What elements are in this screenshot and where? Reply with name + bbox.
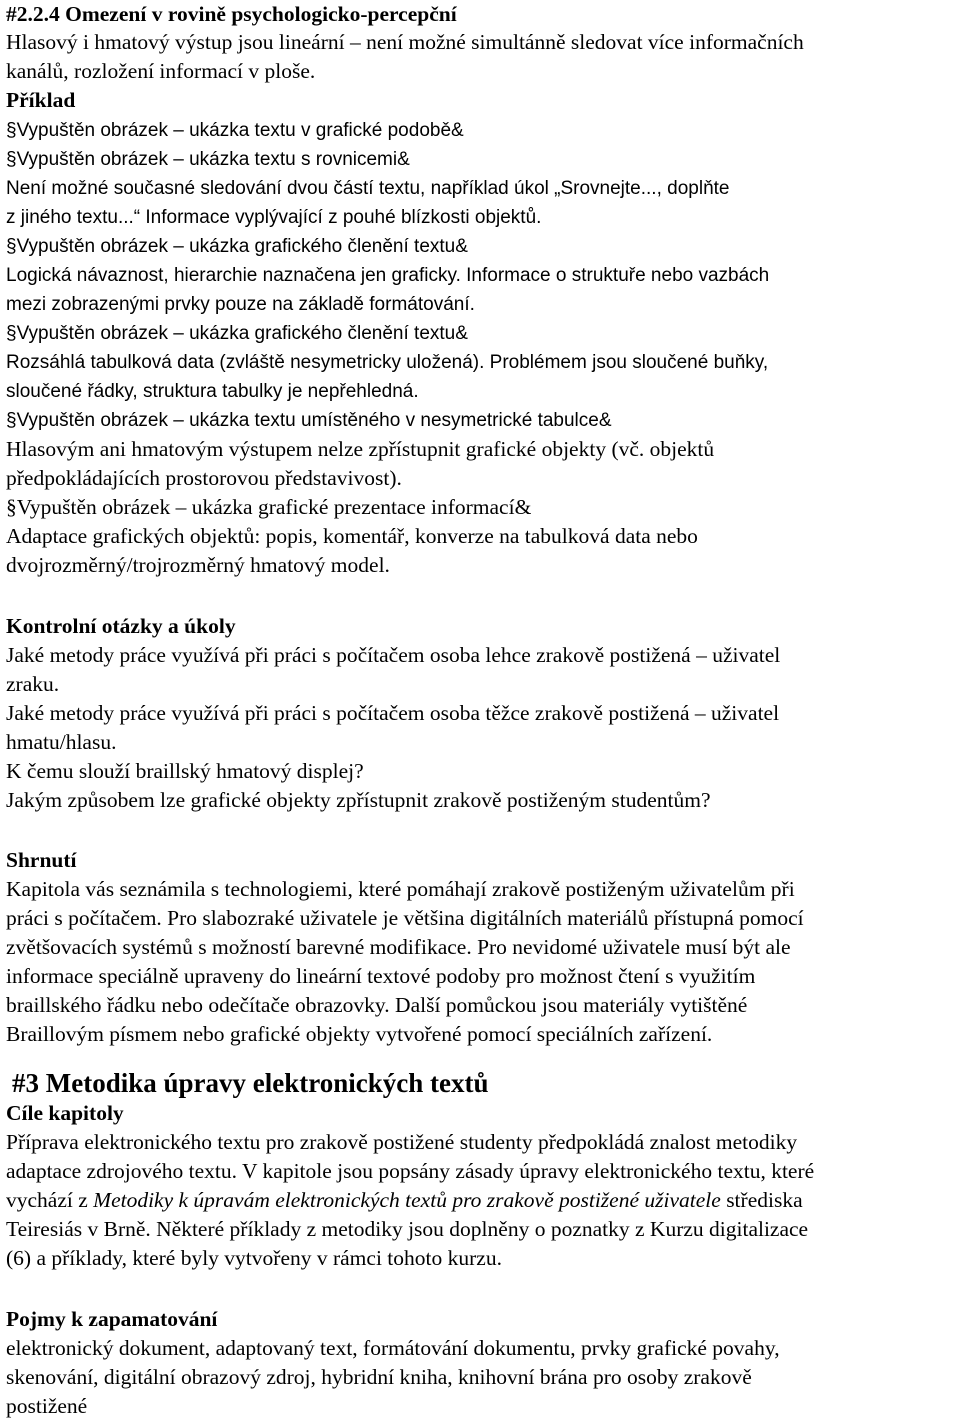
summary-line: Kapitola vás seznámila s technologiemi, které pomáhají zrakově postiženým uživatelům při bbox=[6, 877, 795, 901]
question-line: hmatu/hlasu. bbox=[6, 730, 117, 754]
paragraph-line: dvojrozměrný/trojrozměrný hmatový model. bbox=[6, 553, 390, 577]
chapter-heading: #3 Metodika úpravy elektronických textů bbox=[12, 1068, 489, 1098]
goals-line bbox=[6, 1186, 803, 1215]
paragraph-line: Adaptace grafických objektů: popis, komentář, konverze na tabulková data nebo bbox=[6, 524, 698, 548]
summary-line: zvětšovacích systémů s možností barevné modifikace. Pro nevidomé uživatele musí být ale bbox=[6, 935, 791, 959]
section-heading: #2.2.4 Omezení v rovině psychologicko-percepční bbox=[6, 2, 457, 26]
question-line: K čemu slouží braillský hmatový displej? bbox=[6, 759, 364, 783]
paragraph-line: sloučené řádky, struktura tabulky je nepřehledná. bbox=[6, 381, 419, 402]
summary-line: informace speciálně upraveny do lineární textové podoby pro možnost čtení s využitím bbox=[6, 964, 756, 988]
terms-line: elektronický dokument, adaptovaný text, formátování dokumentu, prvky grafické povahy, bbox=[6, 1336, 780, 1360]
example-label: Příklad bbox=[6, 88, 76, 112]
summary-line: braillského řádku nebo odečítače obrazovky. Další pomůckou jsou materiály vytištěné bbox=[6, 993, 748, 1017]
paragraph-line: kanálů, rozložení informací v ploše. bbox=[6, 59, 316, 83]
omitted-image-note: §Vypuštěn obrázek – ukázka grafické prezentace informací& bbox=[6, 495, 532, 519]
omitted-image-note: §Vypuštěn obrázek – ukázka grafického členění textu& bbox=[6, 236, 468, 257]
cited-title: Metodiky k úpravám elektronických textů pro zrakově postižené uživatele bbox=[93, 1188, 721, 1212]
omitted-image-note: §Vypuštěn obrázek – ukázka textu umístěného v nesymetrické tabulce& bbox=[6, 410, 612, 431]
goals-heading: Cíle kapitoly bbox=[6, 1101, 124, 1125]
summary-line: Braillovým písmem nebo grafické objekty vytvořené pomocí speciálních zařízení. bbox=[6, 1022, 713, 1046]
goals-line: Příprava elektronického textu pro zrakově postižené studenty předpokládá znalost metodiky bbox=[6, 1130, 798, 1154]
paragraph-line: Rozsáhlá tabulková data (zvláště nesymetricky uložená). Problémem jsou sloučené buňky, bbox=[6, 352, 769, 373]
question-line: Jakým způsobem lze grafické objekty zpřístupnit zrakově postiženým studentům? bbox=[6, 788, 711, 812]
terms-heading: Pojmy k zapamatování bbox=[6, 1307, 218, 1331]
omitted-image-note: §Vypuštěn obrázek – ukázka textu s rovnicemi& bbox=[6, 149, 410, 170]
question-line: zraku. bbox=[6, 672, 60, 696]
goals-text: střediska bbox=[720, 1188, 803, 1212]
questions-heading: Kontrolní otázky a úkoly bbox=[6, 614, 236, 638]
summary-line: práci s počítačem. Pro slabozraké uživatele je většina digitálních materiálů přístupná pomocí bbox=[6, 906, 804, 930]
omitted-image-note: §Vypuštěn obrázek – ukázka grafického členění textu& bbox=[6, 323, 468, 344]
goals-line: Teiresiás v Brně. Některé příklady z metodiky jsou doplněny o poznatky z Kurzu digitalizace bbox=[6, 1217, 809, 1241]
paragraph-line: Hlasový i hmatový výstup jsou lineární – není možné simultánně sledovat více informačních bbox=[6, 30, 804, 54]
goals-line: adaptace zdrojového textu. V kapitole jsou popsány zásady úpravy elektronického textu, které bbox=[6, 1159, 815, 1183]
question-line: Jaké metody práce využívá při práci s počítačem osoba lehce zrakově postižená – uživatel bbox=[6, 643, 781, 667]
omitted-image-note: §Vypuštěn obrázek – ukázka textu v grafické podobě& bbox=[6, 120, 464, 141]
paragraph-line: z jiného textu...“ Informace vyplývající z pouhé blízkosti objektů. bbox=[6, 207, 542, 228]
paragraph-line: Logická návaznost, hierarchie naznačena jen graficky. Informace o struktuře nebo vazbách bbox=[6, 265, 770, 286]
goals-line: (6) a příklady, které byly vytvořeny v rámci tohoto kurzu. bbox=[6, 1246, 502, 1270]
paragraph-line: Není možné současné sledování dvou částí textu, například úkol „Srovnejte..., doplňte bbox=[6, 178, 730, 199]
summary-heading: Shrnutí bbox=[6, 848, 77, 872]
terms-line: postižené bbox=[6, 1394, 88, 1418]
question-line: Jaké metody práce využívá při práci s počítačem osoba těžce zrakově postižená – uživatel bbox=[6, 701, 780, 725]
goals-text: vychází z bbox=[6, 1188, 94, 1212]
paragraph-line: mezi zobrazenými prvky pouze na základě formátování. bbox=[6, 294, 475, 315]
paragraph-line: Hlasovým ani hmatovým výstupem nelze zpřístupnit grafické objekty (vč. objektů bbox=[6, 437, 715, 461]
paragraph-line: předpokládajících prostorovou představivost). bbox=[6, 466, 402, 490]
terms-line: skenování, digitální obrazový zdroj, hybridní kniha, knihovní brána pro osoby zrakově bbox=[6, 1365, 752, 1389]
